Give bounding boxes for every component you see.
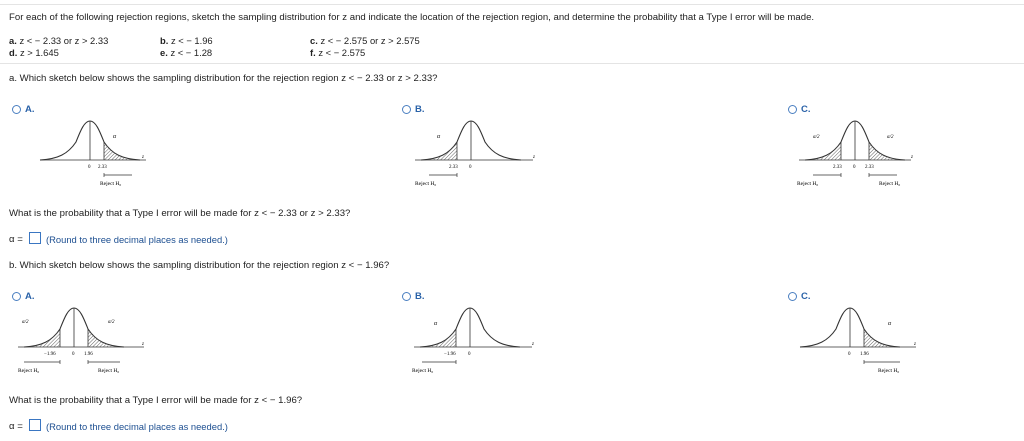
rejection-region [104, 142, 132, 160]
sketch-a-b [415, 118, 540, 190]
part-a-question: a. Which sketch below shows the sampling distribution for the rejection region z < − 2.33 or z > 2.33? [9, 73, 438, 84]
radio-button[interactable] [402, 105, 411, 114]
part-b-question: b. Which sketch below shows the sampling distribution for the rejection region z < − 1.96? [9, 260, 390, 271]
tick-label: 1.96 [84, 352, 93, 357]
region-e: e. z < − 1.28 [160, 47, 213, 58]
alpha-label: α [437, 134, 441, 140]
tick-label: 2.33 [449, 165, 458, 170]
option-letter: B. [415, 104, 425, 115]
rejection-region-right [869, 142, 897, 160]
tick-label: −1.96 [44, 352, 56, 357]
reject-h0-label: Reject H₀ [98, 368, 120, 374]
sketch-b-c [800, 305, 930, 377]
tick-label: 0 [72, 352, 75, 357]
sketch-b-a [14, 305, 149, 377]
part-b-option-b[interactable] [402, 291, 425, 302]
part-a-option-a[interactable] [12, 104, 35, 115]
region-c: c. z < − 2.575 or z > 2.575 [310, 35, 420, 46]
z-axis-label: z [142, 342, 144, 347]
answer-input[interactable] [29, 232, 41, 244]
tick-label: 1.96 [860, 352, 869, 357]
region-a: a. z < − 2.33 or z > 2.33 [9, 35, 109, 46]
part-a-prob-question: What is the probability that a Type I error will be made for z < − 2.33 or z > 2.33? [9, 208, 351, 219]
reject-h0-label: Reject H₀ [415, 181, 437, 187]
sketch-a-a [40, 118, 160, 190]
radio-button[interactable] [788, 105, 797, 114]
radio-button[interactable] [402, 292, 411, 301]
answer-input[interactable] [29, 419, 41, 431]
region-d: d. z > 1.645 [9, 47, 59, 58]
reject-h0-label: Reject H₀ [100, 181, 122, 187]
top-divider [0, 4, 1024, 5]
rejection-region-right [88, 329, 116, 347]
rounding-hint: (Round to three decimal places as needed.) [46, 234, 228, 245]
tick-label: 0 [469, 165, 472, 170]
rejection-region [864, 329, 892, 347]
part-b-option-a[interactable] [12, 291, 35, 302]
alpha-half-label: α/2 [22, 320, 29, 325]
radio-button[interactable] [12, 292, 21, 301]
rejection-region [428, 329, 456, 347]
z-axis-label: z [142, 155, 144, 160]
z-axis-label: z [533, 155, 535, 160]
part-b-option-c[interactable] [788, 291, 811, 302]
region-b: b. z < − 1.96 [160, 35, 213, 46]
alpha-label: α = [9, 234, 23, 245]
option-letter: A. [25, 104, 35, 115]
radio-button[interactable] [12, 105, 21, 114]
reject-h0-label: Reject H₀ [412, 368, 434, 374]
part-a-option-b[interactable] [402, 104, 425, 115]
tick-label: 2.33 [833, 165, 842, 170]
z-axis-label: z [911, 155, 913, 160]
option-letter: C. [801, 104, 811, 115]
tick-label: 2.33 [865, 165, 874, 170]
option-letter: C. [801, 291, 811, 302]
z-axis-label: z [914, 342, 916, 347]
alpha-label: α [888, 321, 892, 327]
tick-label: 0 [853, 165, 856, 170]
alpha-half-label: α/2 [887, 135, 894, 140]
sketch-b-b [410, 305, 545, 377]
instructions: For each of the following rejection regions, sketch the sampling distribution for z and indicate the location of the rejection region, and determine the probability that a Type I error will be made. [9, 12, 815, 23]
rejection-region [429, 142, 457, 160]
rounding-hint: (Round to three decimal places as needed.) [46, 421, 228, 432]
alpha-label: α [434, 321, 438, 327]
option-letter: A. [25, 291, 35, 302]
tick-label: −1.96 [444, 352, 456, 357]
radio-button[interactable] [788, 292, 797, 301]
reject-h0-label: Reject H₀ [878, 368, 900, 374]
reject-h0-label: Reject H₀ [879, 181, 901, 187]
alpha-label: α [113, 134, 117, 140]
region-f: f. z < − 2.575 [310, 47, 366, 58]
alpha-label: α = [9, 421, 23, 432]
part-b-prob-question: What is the probability that a Type I error will be made for z < − 1.96? [9, 395, 303, 406]
tick-label: 2.33 [98, 165, 107, 170]
part-a-option-c[interactable] [788, 104, 811, 115]
reject-h0-label: Reject H₀ [18, 368, 40, 374]
reject-h0-label: Reject H₀ [797, 181, 819, 187]
divider [0, 63, 1024, 64]
tick-label: 0 [848, 352, 851, 357]
alpha-half-label: α/2 [108, 320, 115, 325]
z-axis-label: z [532, 342, 534, 347]
tick-label: 0 [88, 165, 91, 170]
sketch-a-c [795, 118, 925, 190]
tick-label: 0 [468, 352, 471, 357]
option-letter: B. [415, 291, 425, 302]
alpha-half-label: α/2 [813, 135, 820, 140]
rejection-region-left [813, 142, 841, 160]
rejection-region-left [32, 329, 60, 347]
